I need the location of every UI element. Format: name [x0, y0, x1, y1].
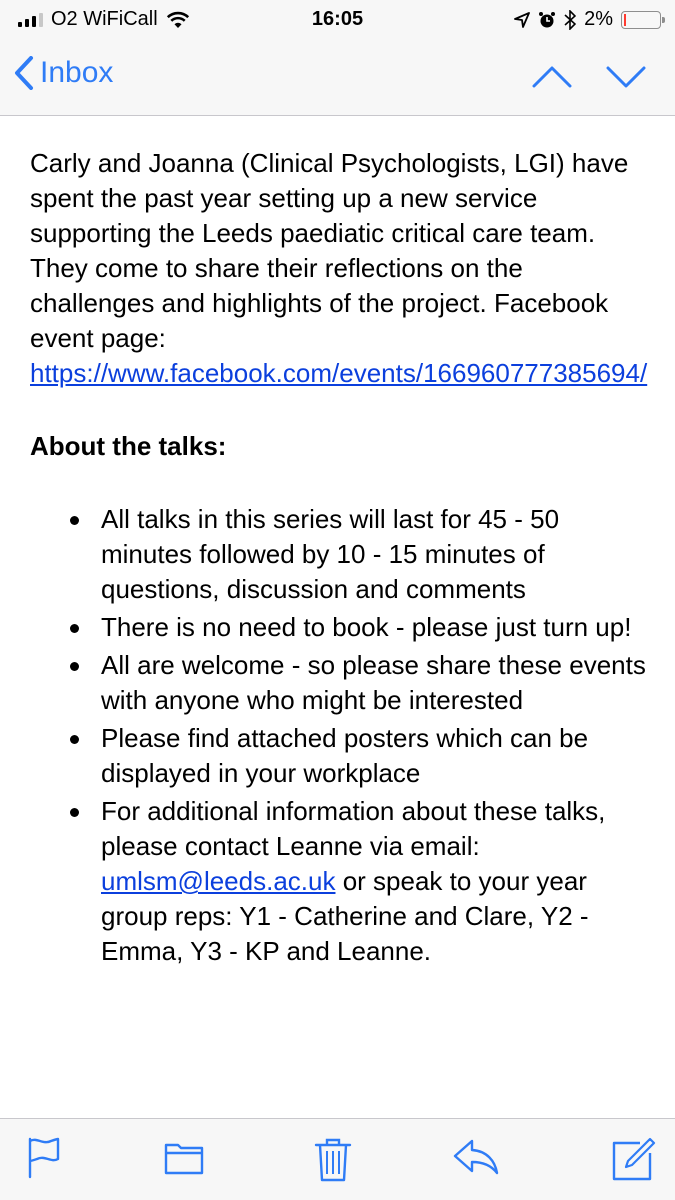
status-bar	[0, 0, 675, 40]
talks-info-list	[30, 502, 650, 969]
list-item: For additional information about these talks, please contact Leanne via email: umlsm@leeds.ac.uk or speak to your year group reps: Y1 - Catherine and Clare, Y2 - Emma, Y3 - KP and Leanne.	[30, 794, 650, 969]
email-intro-paragraph	[30, 146, 650, 391]
intro-text: Carly and Joanna (Clinical Psychologists, LGI) have spent the past year setting up a new service supporting the Leeds paediatic critical care team. They come to share their reflections on the challenges and highlights of the project. Facebook event page:	[30, 148, 629, 353]
previous-message-button[interactable]	[532, 60, 572, 94]
back-to-inbox-button[interactable]	[14, 56, 113, 90]
status-time: 16:05	[311, 8, 364, 30]
facebook-event-link[interactable]: https://www.facebook.com/events/166960777385694/	[30, 358, 648, 388]
list-item: Please find attached posters which can be displayed in your workplace	[30, 721, 650, 791]
bottom-toolbar	[0, 1118, 675, 1200]
battery-icon	[621, 11, 661, 29]
carrier-name: O2 WiFiCall	[51, 8, 158, 30]
location-icon	[514, 12, 530, 28]
email-body	[30, 146, 650, 972]
about-heading: About the talks:	[30, 431, 227, 461]
alarm-icon	[538, 11, 556, 29]
chevron-left-icon	[14, 56, 34, 90]
bluetooth-icon	[564, 10, 576, 30]
compose-icon[interactable]	[610, 1137, 656, 1183]
battery-percentage: 2%	[584, 8, 613, 30]
list-item: All are welcome - so please share these events with anyone who might be interested	[30, 648, 650, 718]
next-message-button[interactable]	[606, 60, 646, 94]
back-label: Inbox	[40, 56, 114, 89]
flag-icon[interactable]	[27, 1137, 61, 1179]
trash-icon[interactable]	[313, 1137, 353, 1183]
folder-icon[interactable]	[164, 1137, 204, 1177]
list-item: All talks in this series will last for 45 - 50 minutes followed by 10 - 15 minutes of questions, discussion and comments	[30, 502, 650, 607]
contact-email-link[interactable]: umlsm@leeds.ac.uk	[101, 866, 336, 896]
list-item: There is no need to book - please just turn up!	[30, 610, 650, 645]
navigation-bar	[0, 40, 675, 116]
reply-icon[interactable]	[452, 1137, 500, 1177]
